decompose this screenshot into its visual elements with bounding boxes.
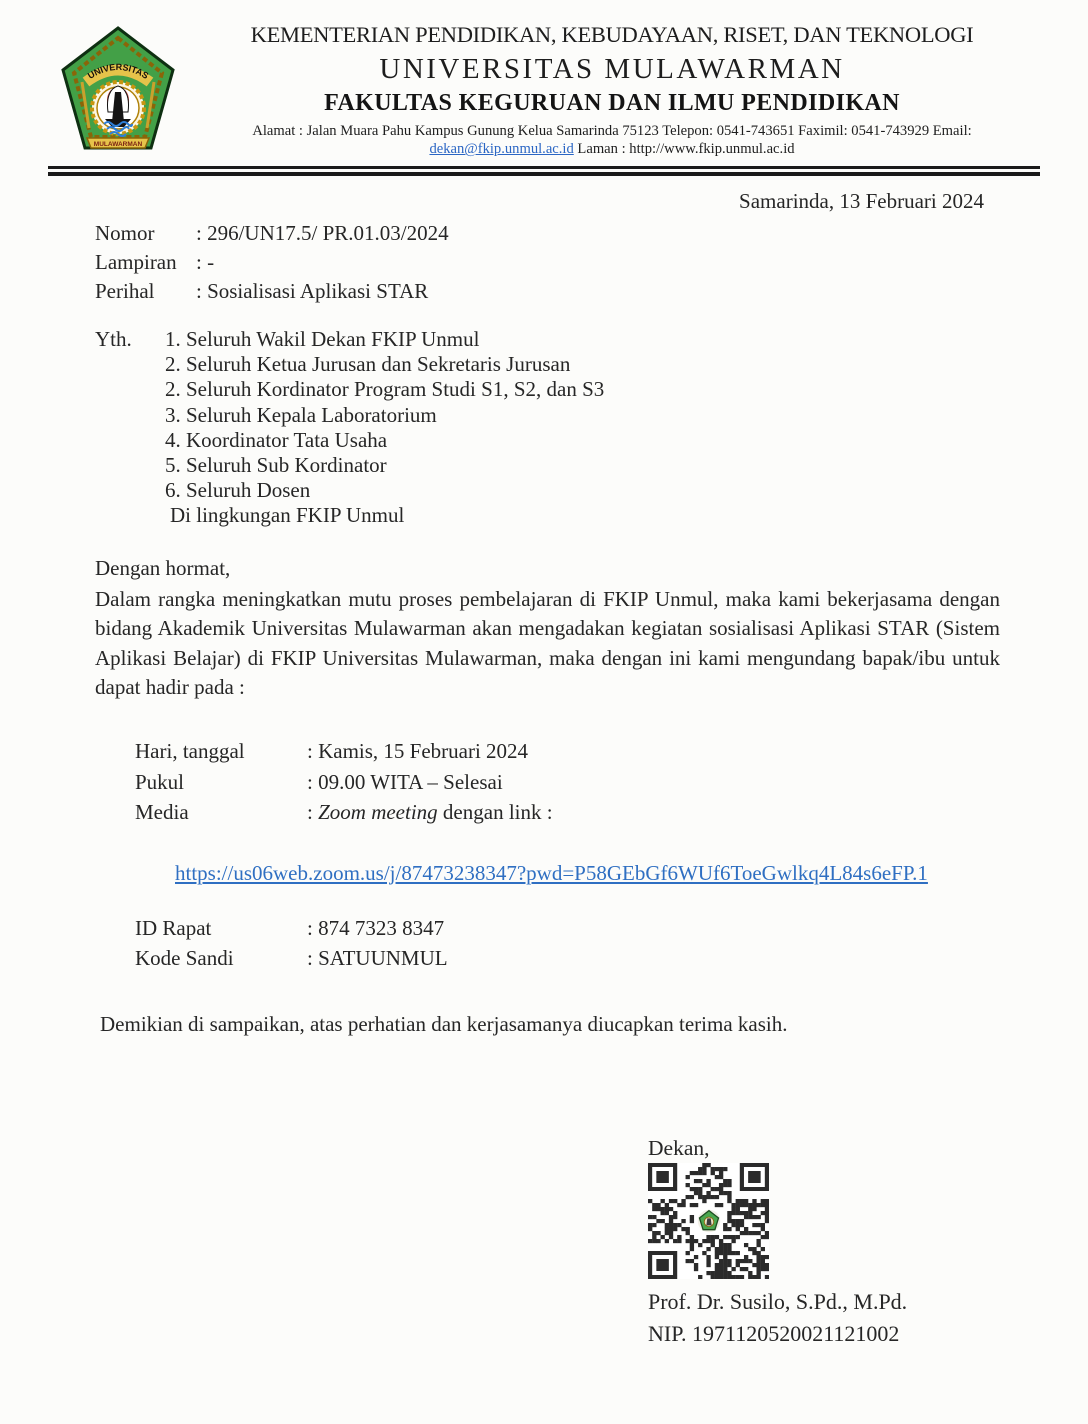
letterhead-address [184,122,1040,158]
meta-label: Lampiran [95,250,177,274]
address-line2: Laman : http://www.fkip.unmul.ac.id [573,141,795,158]
letter-meta [95,219,1088,306]
schedule-value: : Kamis, 15 Februari 2024 [307,739,529,763]
meta-value: : 296/UN17.5/ PR.01.03/2024 [196,221,449,245]
recipients-salutation: Yth. [95,327,132,351]
letter-closing: Demikian di sampaikan, atas perhatian dan kerjasamanya diucapkan terima kasih. [100,1011,788,1036]
schedule-row-time [135,767,1088,798]
zoom-link-row [175,861,1088,886]
letterhead [0,0,1088,161]
ministry-name: KEMENTERIAN PENDIDIKAN, KEBUDAYAAN, RISET, DAN TEKNOLOGI [250,22,974,47]
schedule-row-media [135,797,1088,828]
zoom-meeting-link[interactable]: https://us06web.zoom.us/j/87473238347?pwd=P58GEbGf6WUf6ToeGwlkq4L84s6eFP.1 [175,860,928,885]
meeting-row-id [135,913,1088,944]
recipient-item: 3. Seluruh Kepala Laboratorium [165,402,437,427]
recipient-item: 4. Koordinator Tata Usaha [165,427,388,452]
schedule-value: : 09.00 WITA – Selesai [307,769,503,794]
university-logo-icon [58,24,178,156]
signer-nip: NIP. 1971120520021121002 [648,1320,900,1346]
event-schedule [135,736,1088,828]
faculty-name: FAKULTAS KEGURUAN DAN ILMU PENDIDIKAN [324,89,900,116]
recipient-item: 2. Seluruh Ketua Jurusan dan Sekretaris Jurusan [165,352,571,377]
address-line1: Alamat : Jalan Muara Pahu Kampus Gunung Kelua Samarinda 75123 Telepon: 0541-743651 Faximil: 0541-743929 Email: [252,123,972,140]
meeting-value: : SATUUNMUL [307,946,448,970]
svg-text:UNIVERSITAS: UNIVERSITAS [85,61,151,81]
meta-value: : - [196,250,215,274]
svg-text:MULAWARMAN: MULAWARMAN [93,141,143,148]
meeting-value: : 874 7323 8347 [307,915,445,940]
recipient-item: 2. Seluruh Kordinator Program Studi S1, S2, dan S3 [165,377,605,402]
recipients-list [165,327,604,529]
schedule-label: Media [135,800,189,824]
schedule-label: Pukul [135,769,185,794]
qr-center-logo-icon [696,1208,722,1234]
schedule-colon: : [307,800,319,824]
meeting-label: ID Rapat [135,915,212,940]
schedule-media-rest: dengan link : [437,800,553,824]
meta-row-nomor [95,219,1088,248]
meeting-credentials [135,913,1088,974]
recipient-item: 6. Seluruh Dosen [165,478,311,503]
university-name: UNIVERSITAS MULAWARMAN [379,52,845,85]
meta-value: : Sosialisasi Aplikasi STAR [196,279,429,303]
recipient-item: 1. Seluruh Wakil Dekan FKIP Unmul [165,327,480,351]
recipients-block [95,327,1088,529]
signature-block [648,1135,1088,1350]
meta-row-perihal [95,277,1088,306]
schedule-label: Hari, tanggal [135,739,245,763]
meta-label: Nomor [95,221,155,245]
letter-greeting: Dengan hormat, [95,555,231,580]
schedule-row-day [135,736,1088,767]
letter-date: Samarinda, 13 Februari 2024 [739,189,984,213]
signer-name: Prof. Dr. Susilo, S.Pd., M.Pd. [648,1288,908,1314]
meta-label: Perihal [95,279,155,303]
schedule-media-app: Zoom meeting [318,800,438,824]
recipient-scope: Di lingkungan FKIP Unmul [170,503,405,528]
letter-body-paragraph: Dalam rangka meningkatkan mutu proses pembelajaran di FKIP Unmul, maka kami bekerjasama dengan bidang Akademik Universitas Mulawarman akan mengadakan kegiatan sosialisasi Aplikasi STAR (Sistem Aplikasi Belajar) di FKIP Universitas Mulawarman, maka dengan ini kami mengundang bapak/ibu untuk dapat hadir pada : [95,586,1000,700]
meeting-label: Kode Sandi [135,946,234,970]
signer-title: Dekan, [648,1135,710,1160]
university-logo [58,14,184,161]
meeting-row-passcode [135,943,1088,974]
recipient-item: 5. Seluruh Sub Kordinator [165,453,387,478]
meta-row-lampiran [95,248,1088,277]
email-link[interactable]: dekan@fkip.unmul.ac.id [429,141,574,158]
letterhead-divider [48,166,1040,176]
signature-qr-code [648,1163,769,1279]
